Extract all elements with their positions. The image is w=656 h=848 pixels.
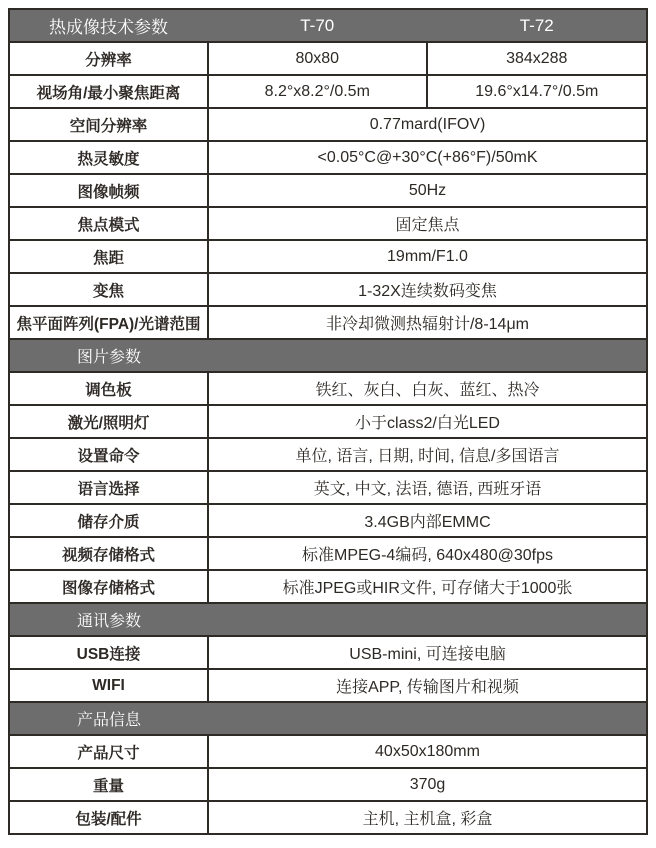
spec-value: 0.77mard(IFOV): [369, 115, 486, 133]
spec-row: [10, 800, 646, 833]
spec-value: 370g: [409, 775, 446, 793]
spec-value: 19mm/F1.0: [387, 247, 468, 265]
spec-label: 重量: [10, 769, 209, 800]
spec-row: [10, 470, 646, 503]
spec-label: 焦点模式: [10, 208, 209, 239]
spec-table: [8, 8, 648, 835]
spec-row: [10, 635, 646, 668]
spec-row: [10, 272, 646, 305]
table-header-col-t72: T-72: [519, 15, 554, 35]
section-header-row: [10, 338, 646, 371]
spec-row: [10, 74, 646, 107]
spec-label: 包装/配件: [10, 802, 209, 833]
table-header-row: [10, 10, 646, 41]
spec-value: <0.05°C@+30°C(+86°F)/50mK: [317, 148, 538, 166]
spec-label: 焦距: [10, 241, 209, 272]
spec-value: 50Hz: [408, 181, 447, 199]
spec-value: 连接APP, 传输图片和视频: [336, 679, 519, 696]
section-title: 产品信息: [77, 712, 142, 729]
spec-value-t72: 384x288: [506, 49, 568, 67]
spec-value: 小于class2/白光LED: [355, 415, 500, 432]
spec-value: 英文, 中文, 法语, 德语, 西班牙语: [313, 481, 542, 498]
spec-row: [10, 371, 646, 404]
spec-label: 图像存储格式: [10, 571, 209, 602]
spec-label: 激光/照明灯: [10, 406, 209, 437]
spec-label: 产品尺寸: [10, 736, 209, 767]
spec-value: 主机, 主机盒, 彩盒: [362, 811, 493, 828]
spec-row: [10, 404, 646, 437]
spec-label: 空间分辨率: [10, 109, 209, 140]
spec-value: 固定焦点: [395, 217, 460, 234]
spec-label: USB连接: [10, 637, 209, 668]
section-title: 通讯参数: [77, 613, 142, 630]
spec-label: WIFI: [10, 670, 209, 701]
spec-row: [10, 107, 646, 140]
spec-row: [10, 437, 646, 470]
spec-row: [10, 41, 646, 74]
table-header-title: 热成像技术参数: [49, 18, 168, 37]
spec-label: 视场角/最小聚焦距离: [10, 76, 209, 107]
spec-label: 储存介质: [10, 505, 209, 536]
spec-row: [10, 569, 646, 602]
spec-row: [10, 173, 646, 206]
spec-row: [10, 536, 646, 569]
spec-label: 分辨率: [10, 43, 209, 74]
spec-value-t70: 8.2°x8.2°/0.5m: [209, 76, 428, 107]
spec-label: 视频存储格式: [10, 538, 209, 569]
table-header-col-t70: T-70: [300, 15, 335, 35]
spec-value: 40x50x180mm: [375, 742, 480, 760]
spec-row: [10, 140, 646, 173]
spec-row: [10, 668, 646, 701]
spec-value-t70: 80x80: [209, 43, 428, 74]
spec-label: 焦平面阵列(FPA)/光谱范围: [10, 307, 209, 338]
section-header-row: [10, 701, 646, 734]
spec-label: 设置命令: [10, 439, 209, 470]
spec-value: 非冷却微测热辐射计/8-14μm: [325, 316, 530, 333]
section-header-row: [10, 602, 646, 635]
spec-label: 变焦: [10, 274, 209, 305]
spec-value: 标准MPEG-4编码, 640x480@30fps: [301, 547, 553, 564]
spec-value-t72: 19.6°x14.7°/0.5m: [475, 82, 599, 100]
spec-row: [10, 206, 646, 239]
spec-row: [10, 239, 646, 272]
spec-row: [10, 734, 646, 767]
spec-row: [10, 305, 646, 338]
spec-label: 图像帧频: [10, 175, 209, 206]
spec-label: 语言选择: [10, 472, 209, 503]
spec-value: 单位, 语言, 日期, 时间, 信息/多国语言: [295, 448, 560, 465]
spec-label: 调色板: [10, 373, 209, 404]
spec-value: 1-32X连续数码变焦: [358, 283, 497, 300]
spec-label: 热灵敏度: [10, 142, 209, 173]
section-title: 图片参数: [77, 349, 142, 366]
spec-value: 3.4GB内部EMMC: [364, 514, 491, 531]
spec-value: 铁红、灰白、白灰、蓝红、热冷: [315, 382, 540, 399]
spec-row: [10, 767, 646, 800]
spec-row: [10, 503, 646, 536]
spec-value: USB-mini, 可连接电脑: [349, 646, 506, 663]
spec-value: 标准JPEG或HIR文件, 可存储大于1000张: [282, 580, 573, 597]
